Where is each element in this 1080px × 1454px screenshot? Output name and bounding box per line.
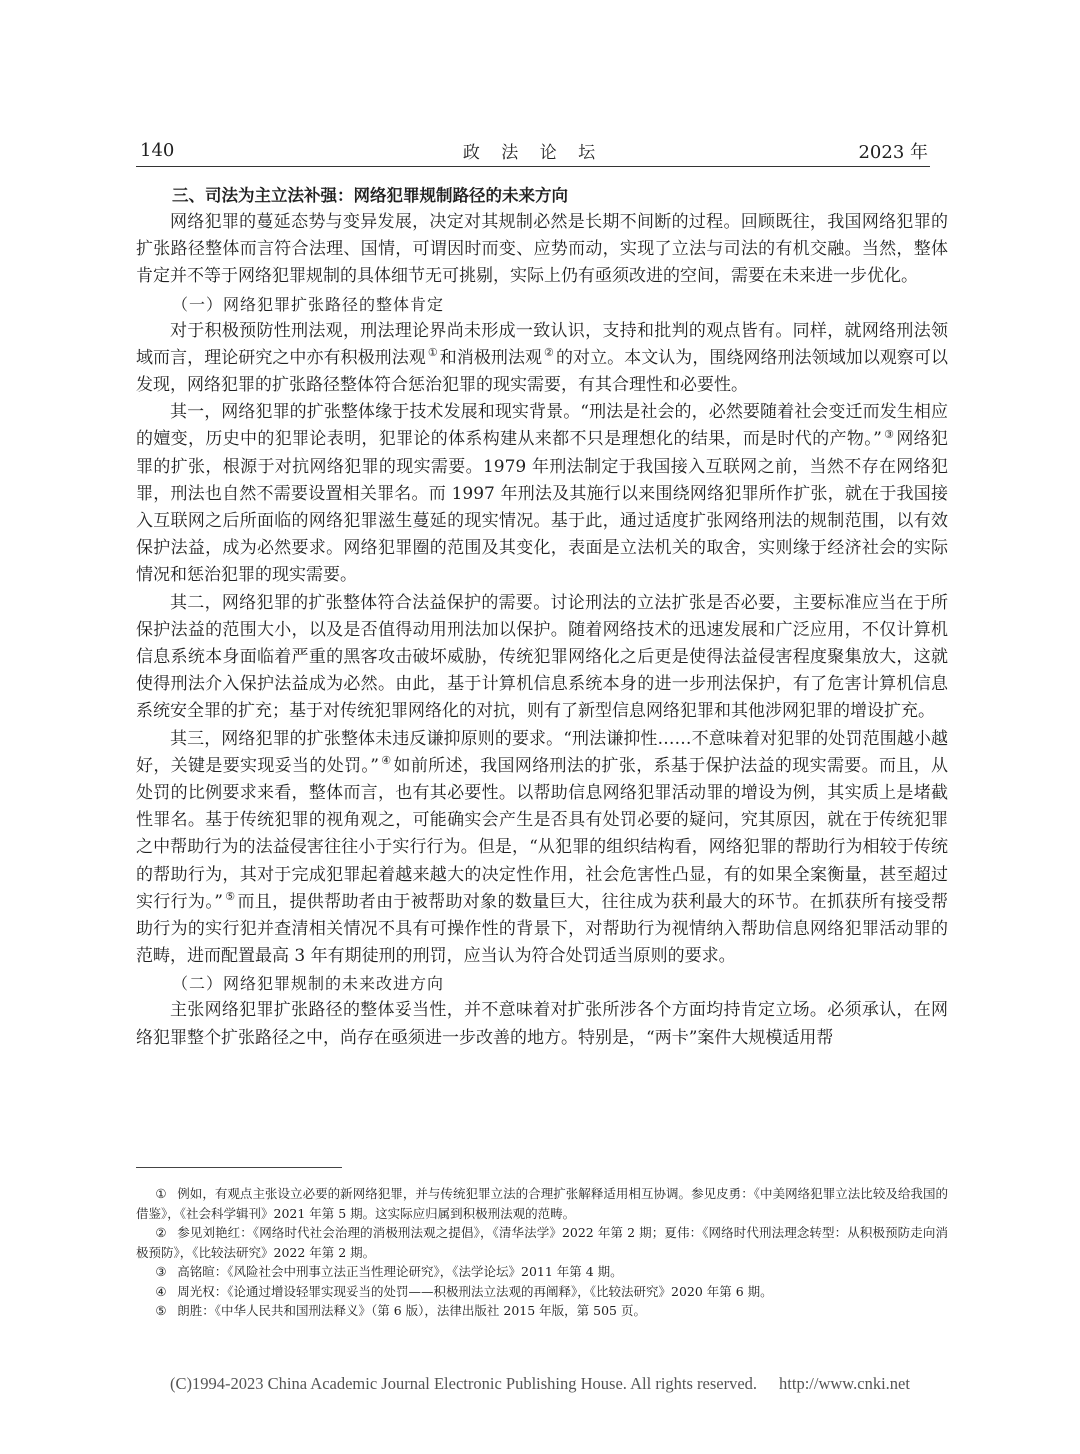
copyright-footer bbox=[10, 1374, 1070, 1394]
footnote-ref-3[interactable]: ③ bbox=[883, 427, 895, 441]
paragraph-4-part-c: 而且，提供帮助者由于被帮助对象的数量巨大，往往成为获利最大的环节。在抓获所有接受帮助行为的实行犯并查清相关情况不具有可操作性的背景下，对帮助行为视情纳入帮助信息网络犯罪活动罪的范畴，进而配置最高 3 年有期徒刑的刑罚，应当认为符合处罚适当原则的要求。 bbox=[136, 891, 948, 967]
paragraph-1-part-c: 的对立。本文认为，围绕网络刑法领域加以观察可以发现，网络犯罪的扩张路径整体符合惩治犯罪的现实需要，有其合理性和必要性。 bbox=[136, 347, 949, 396]
footnote-text: 参见刘艳红：《网络时代社会治理的消极刑法观之提倡》，《清华法学》2022 年第 2 期；夏伟：《网络时代刑法理念转型：从积极预防走向消极预防》，《比较法研究》2022 年第 2 期。 bbox=[136, 1225, 948, 1260]
publisher-url[interactable]: http://www.cnki.net bbox=[779, 1374, 910, 1393]
footnote bbox=[136, 1262, 948, 1282]
subsection-heading-2: （二）网络犯罪规制的未来改进方向 bbox=[172, 974, 445, 994]
article-body bbox=[136, 182, 948, 1052]
footnote bbox=[136, 1301, 948, 1321]
footnote-text: 例如，有观点主张设立必要的新网络犯罪，并与传统犯罪立法的合理扩张解释适用相互协调。参见皮勇：《中美网络犯罪立法比较及给我国的借鉴》，《社会科学辑刊》2021 年第 5 期。这实际应归属到积极刑法观的范畴。 bbox=[136, 1186, 948, 1221]
intro-paragraph: 网络犯罪的蔓延态势与变异发展，决定对其规制必然是长期不间断的过程。回顾既往，我国网络犯罪的扩张路径整体而言符合法理、国情，可谓因时而变、应势而动，实现了立法与司法的有机交融。当然，整体肯定并不等于网络犯罪规制的具体细节无可挑剔，实际上仍有亟须改进的空间，需要在未来进一步优化。 bbox=[136, 212, 948, 287]
paragraph-4 bbox=[136, 726, 948, 971]
running-header bbox=[136, 136, 930, 167]
footnote-marker: ⑤ bbox=[155, 1303, 167, 1318]
paragraph-1 bbox=[136, 318, 948, 400]
footnote-divider bbox=[136, 1167, 342, 1168]
paragraph-3: 其二，网络犯罪的扩张整体符合法益保护的需要。讨论刑法的立法扩张是否必要，主要标准应当在于所保护法益的范围大小，以及是否值得动用刑法加以保护。随着网络技术的迅速发展和广泛应用，不仅计算机信息系统本身面临着严重的黑客攻击破坏威胁，传统犯罪网络化之后更是使得法益侵害程度聚集放大，这就使得刑法介入保护法益成为必然。由此，基于计算机信息系统本身的进一步刑法保护，有了危害计算机信息系统安全罪的扩充；基于对传统犯罪网络化的对抗，则有了新型信息网络犯罪和其他涉网犯罪的增设扩充。 bbox=[136, 592, 948, 722]
footnote-marker: ③ bbox=[155, 1264, 167, 1279]
footnote-ref-4[interactable]: ④ bbox=[380, 754, 392, 768]
footnote bbox=[136, 1282, 948, 1302]
footnote-marker: ④ bbox=[155, 1283, 167, 1299]
footnote bbox=[136, 1223, 948, 1262]
footnote bbox=[136, 1184, 948, 1223]
paragraph-2 bbox=[136, 399, 948, 589]
footnote-marker: ② bbox=[155, 1225, 167, 1240]
paragraph-4-part-b: 如前所述，我国网络刑法的扩张，系基于保护法益的现实需要。而且，从处罚的比例要求来看，整体而言，也有其必要性。以帮助信息网络犯罪活动罪的增设为例，其实质上是堵截性罪名。基于传统犯罪的视角观之，可能确实会产生是否具有处罚必要的疑问，究其原因，就在于传统犯罪之中帮助行为的法益侵害往往小于实行行为。但是，“从犯罪的组织结构看，网络犯罪的帮助行为相较于传统的帮助行为，其对于完成犯罪起着越来越大的决定性作用，社会危害性凸显，有的如果全案衡量，甚至超过实行行为。” bbox=[136, 755, 948, 912]
journal-title: 政 法 论 坛 bbox=[462, 143, 604, 163]
page-number: 140 bbox=[140, 140, 175, 161]
paragraph-1-part-b: 和消极刑法观 bbox=[439, 347, 543, 368]
paragraph-2-part-b: 网络犯罪的扩张，根源于对抗网络犯罪的现实需要。1979 年刑法制定于我国接入互联网之前，当然不存在网络犯罪，刑法也自然不需要设置相关罪名。而 1997 年刑法及其施行以来围绕网络犯罪所作扩张，就在于我国接入互联网之后所面临的网络犯罪滋生蔓延的现实情况。基于此，通过适度扩张网络刑法的规制范围，以有效保护法益，成为必然要求。网络犯罪圈的范围及其变化，表面是立法机关的取舍，实则缘于经济社会的实际情况和惩治犯罪的现实需要。 bbox=[136, 429, 948, 586]
subsection-heading-1: （一）网络犯罪扩张路径的整体肯定 bbox=[172, 294, 445, 314]
footnotes bbox=[136, 1184, 948, 1321]
footnote-text: 高铭暄：《风险社会中刑事立法正当性理论研究》，《法学论坛》2011 年第 4 期。 bbox=[177, 1264, 623, 1279]
publication-year: 2023 年 bbox=[858, 142, 928, 163]
footnote-ref-5[interactable]: ⑤ bbox=[224, 890, 236, 904]
footnote-text: 周光权：《论通过增设轻罪实现妥当的处罚——积极刑法立法观的再阐释》，《比较法研究》2020 年第 6 期。 bbox=[177, 1283, 773, 1299]
copyright-notice: (C)1994-2023 China Academic Journal Electronic Publishing House. All rights reserved. bbox=[170, 1374, 758, 1393]
paragraph-4-part-a: 其三，网络犯罪的扩张整体未违反谦抑原则的要求。“刑法谦抑性……不意味着对犯罪的处罚范围越小越好，关键是要实现妥当的处罚。” bbox=[136, 728, 948, 776]
paragraph-5: 主张网络犯罪扩张路径的整体妥当性，并不意味着对扩张所涉各个方面均持肯定立场。必须承认，在网络犯罪整个扩张路径之中，尚存在亟须进一步改善的地方。特别是，“两卡”案件大规模适用帮 bbox=[136, 1000, 948, 1048]
paragraph-1-part-a: 对于积极预防性刑法观，刑法理论界尚未形成一致认识，支持和批判的观点皆有。同样，就网络刑法领域而言，理论研究之中亦有积极刑法观 bbox=[136, 320, 948, 368]
section-heading: 三、司法为主立法补强：网络犯罪规制路径的未来方向 bbox=[172, 186, 568, 205]
paragraph-2-part-a: 其一，网络犯罪的扩张整体缘于技术发展和现实背景。“刑法是社会的，必然要随着社会变迁而发生相应的嬗变，历史中的犯罪论表明，犯罪论的体系构建从来都不只是理想化的结果，而是时代的产物。” bbox=[136, 402, 948, 450]
footnote-ref-2[interactable]: ② bbox=[544, 346, 554, 360]
footnote-ref-1[interactable]: ① bbox=[427, 346, 438, 360]
footnote-marker: ① bbox=[155, 1186, 167, 1201]
footnote-text: 朗胜：《中华人民共和国刑法释义》（第 6 版），法律出版社 2015 年版，第 505 页。 bbox=[177, 1303, 646, 1318]
